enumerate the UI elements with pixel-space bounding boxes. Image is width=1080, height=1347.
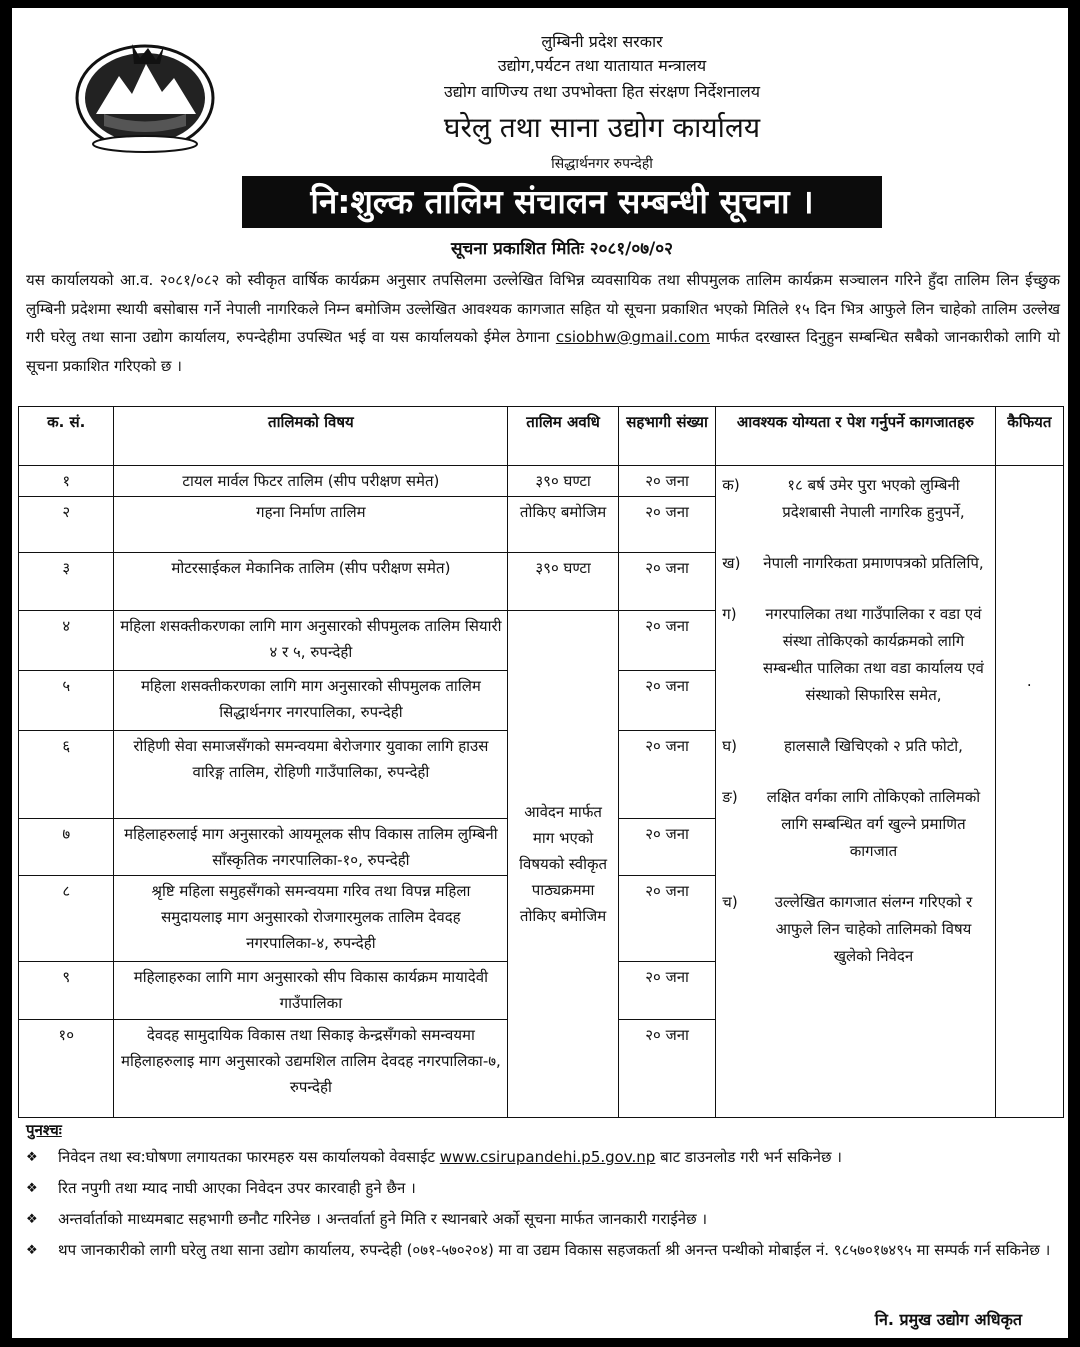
row-participants: २० जना bbox=[618, 1020, 715, 1118]
row-participants: २० जना bbox=[618, 671, 715, 731]
training-table bbox=[18, 406, 1064, 1118]
row-subject: देवदह सामुदायिक विकास तथा सिकाइ केन्द्रसँगको समन्वयमा महिलाहरुलाइ माग अनुसारको उद्यमशिल तालिम देवदह नगरपालिका-७, रुपन्देही bbox=[114, 1020, 508, 1118]
row-sn: ३ bbox=[19, 553, 114, 611]
intro-text: यस कार्यालयको आ.व. २०८१/०८२ को स्वीकृत वार्षिक कार्यक्रम अनुसार तपसिलमा उल्लेखित विभिन्न व्यवसायिक तथा सीपमुलक तालिम कार्यक्रम सञ्चालन गरिने हुँदा तालिम लिन ईच्छुक लुम्बिनी प्रदेशमा स्थायी बसोबास गर्ने नेपाली नागरिकले निम्न बमोजिम उल्लेखित आवश्यक कागजात सहित यो सूचना प्रकाशित भएको मितिले १५ दिन भित्र आफुले लिन चाहेको तालिम उल्लेख गरी घरेलु तथा साना उद्योग कार्यालय, रुपन्देहीमा उपस्थित भई वा यस कार्यालयको ईमेल ठेगाना bbox=[26, 271, 1060, 346]
row-participants: २० जना bbox=[618, 962, 715, 1020]
requirement-item: ख) नेपाली नागरिकता प्रमाणपत्रको प्रतिलिपि, bbox=[722, 554, 984, 572]
row-subject: महिला शसक्तीकरणका लागि माग अनुसारको सीपमुलक तालिम सियारी ४ र ५, रुपन्देही bbox=[114, 611, 508, 671]
table-row bbox=[19, 466, 1064, 497]
postscript-item: ❖ अन्तर्वार्ताको माध्यमबाट सहभागी छनौट गरिनेछ । अन्तर्वार्ता हुने मिति र स्थानबारे अर्को सूचना मार्फत जानकारी गराईनेछ । bbox=[26, 1206, 1060, 1233]
row-duration: ३९० घण्टा bbox=[508, 466, 619, 497]
remarks-mark: . bbox=[1026, 672, 1032, 690]
merged-duration-cell bbox=[508, 611, 619, 1118]
row-sn: ८ bbox=[19, 876, 114, 962]
row-subject: रोहिणी सेवा समाजसँगको समन्वयमा बेरोजगार युवाका लागि हाउस वारिङ्ग तालिम, रोहिणी गाउँपालिका, रुपन्देही bbox=[114, 731, 508, 819]
signature: नि. प्रमुख उद्योग अधिकृत bbox=[874, 1310, 1022, 1329]
header-requirements: आवश्यक योग्यता र पेश गर्नुपर्ने कागजातहरु bbox=[716, 407, 995, 466]
notice-title: नि:शुल्क तालिम संचालन सम्बन्धी सूचना । bbox=[242, 176, 882, 228]
row-subject: टायल मार्वल फिटर तालिम (सीप परीक्षण समेत) bbox=[114, 466, 508, 497]
postscript-section bbox=[26, 1120, 1060, 1268]
nepal-emblem-icon bbox=[74, 34, 216, 156]
bullet-icon: ❖ bbox=[26, 1212, 38, 1227]
row-participants: २० जना bbox=[618, 553, 715, 611]
bullet-icon: ❖ bbox=[26, 1150, 38, 1165]
row-sn: २ bbox=[19, 497, 114, 553]
intro-text-end: मार्फत दरखास्त दिनुहुन सम्बन्धित सबैको जानकारीको लागि यो सूचना प्रकाशित गरिएको छ । bbox=[26, 328, 1060, 375]
office-name: घरेलु तथा साना उद्योग कार्यालय bbox=[443, 111, 761, 144]
row-subject: महिलाहरुलाई माग अनुसारको आयमूलक सीप विकास तालिम लुम्बिनी साँस्कृतिक नगरपालिका-१०, रुपन्देही bbox=[114, 819, 508, 876]
header-duration: तालिम अवधि bbox=[508, 407, 619, 466]
row-duration: ३९० घण्टा bbox=[508, 553, 619, 611]
email-link[interactable]: csiobhw@gmail.com bbox=[555, 328, 710, 346]
postscript-item: ❖ निवेदन तथा स्व:घोषणा लगायतका फारमहरु यस कार्यालयको वेवसाईट www.csirupandehi.p5.gov.np बाट डाउनलोड गरी भर्न सकिनेछ । bbox=[26, 1144, 1060, 1171]
header-sn: क. सं. bbox=[19, 407, 114, 466]
requirement-item: क) १८ बर्ष उमेर पुरा भएको लुम्बिनी प्रदेशबासी नेपाली नागरिक हुनुपर्ने, bbox=[722, 476, 965, 521]
website-link[interactable]: www.csirupandehi.p5.gov.np bbox=[439, 1148, 656, 1166]
row-sn: १ bbox=[19, 466, 114, 497]
row-subject: श्रृष्टि महिला समुहसँगको समन्वयमा गरिव तथा विपन्न महिला समुदायलाइ माग अनुसारको रोजगारमुलक तालिम देवदह नगरपालिका-४, रुपन्देही bbox=[114, 876, 508, 962]
header-line-1: लुम्बिनी प्रदेश सरकार bbox=[541, 32, 663, 51]
row-subject: महिलाहरुका लागि माग अनुसारको सीप विकास कार्यक्रम मायादेवी गाउँपालिका bbox=[114, 962, 508, 1020]
row-participants: २० जना bbox=[618, 611, 715, 671]
postscript-item: ❖ थप जानकारीको लागी घरेलु तथा साना उद्योग कार्यालय, रुपन्देही (०७१-५७०२०४) मा वा उद्यम विकास सहजकर्ता श्री अनन्त पन्थीको मोबाईल नं. ९८५७०१७४९५ मा सम्पर्क गर्न सकिनेछ । bbox=[26, 1237, 1060, 1264]
requirement-item: घ) हालसालै खिचिएको २ प्रति फोटो, bbox=[722, 737, 963, 755]
requirement-item: ग) नगरपालिका तथा गाउँपालिका र वडा एवं संस्था तोकिएको कार्यक्रमको लागि सम्बन्धीत पालिका तथा वडा कार्यालय एवं संस्थाको सिफारिस समेत, bbox=[722, 605, 984, 704]
row-sn: ५ bbox=[19, 671, 114, 731]
row-subject: गहना निर्माण तालिम bbox=[114, 497, 508, 553]
row-sn: ६ bbox=[19, 731, 114, 819]
remarks-cell bbox=[995, 466, 1063, 1118]
header-line-3: उद्योग वाणिज्य तथा उपभोक्ता हित संरक्षण निर्देशनालय bbox=[444, 82, 760, 101]
row-participants: २० जना bbox=[618, 497, 715, 553]
publication-date: सूचना प्रकाशित मितिः २०८१/०७/०२ bbox=[451, 239, 673, 259]
header-line-2: उद्योग,पर्यटन तथा यातायात मन्त्रालय bbox=[497, 56, 707, 75]
intro-paragraph bbox=[26, 266, 1060, 380]
row-participants: २० जना bbox=[618, 466, 715, 497]
row-duration: तोकिए बमोजिम bbox=[508, 497, 619, 553]
header-subject: तालिमको विषय bbox=[114, 407, 508, 466]
postscript-item: ❖ रित नपुगी तथा म्याद नाघी आएका निवेदन उपर कारवाही हुने छैन । bbox=[26, 1175, 1060, 1202]
row-participants: २० जना bbox=[618, 876, 715, 962]
row-sn: ९ bbox=[19, 962, 114, 1020]
merged-duration: आवेदन मार्फत माग भएको विषयको स्वीकृत पाठ्यक्रममा तोकिए बमोजिम bbox=[519, 803, 608, 925]
notice-page bbox=[12, 8, 1068, 1338]
row-sn: १० bbox=[19, 1020, 114, 1118]
requirement-item: च) उल्लेखित कागजात संलग्न गरिएको र आफुले लिन चाहेको तालिमको विषय खुलेको निवेदन bbox=[722, 893, 973, 965]
header-remarks: कैफियत bbox=[995, 407, 1063, 466]
requirements-cell bbox=[716, 466, 995, 1118]
postscript-label: पुनश्चः bbox=[26, 1121, 62, 1139]
row-participants: २० जना bbox=[618, 731, 715, 819]
row-sn: ७ bbox=[19, 819, 114, 876]
table-header-row bbox=[19, 407, 1064, 466]
row-sn: ४ bbox=[19, 611, 114, 671]
bullet-icon: ❖ bbox=[26, 1243, 38, 1258]
office-location: सिद्धार्थनगर रुपन्देही bbox=[551, 156, 653, 172]
requirement-item: ङ) लक्षित वर्गका लागि तोकिएको तालिमको लागि सम्बन्धित वर्ग खुल्ने प्रमाणित कागजात bbox=[722, 788, 981, 860]
row-participants: २० जना bbox=[618, 819, 715, 876]
row-subject: महिला शसक्तीकरणका लागि माग अनुसारको सीपमुलक तालिम सिद्धार्थनगर नगरपालिका, रुपन्देही bbox=[114, 671, 508, 731]
header-participants: सहभागी संख्या bbox=[618, 407, 715, 466]
bullet-icon: ❖ bbox=[26, 1181, 38, 1196]
row-subject: मोटरसाईकल मेकानिक तालिम (सीप परीक्षण समेत) bbox=[114, 553, 508, 611]
